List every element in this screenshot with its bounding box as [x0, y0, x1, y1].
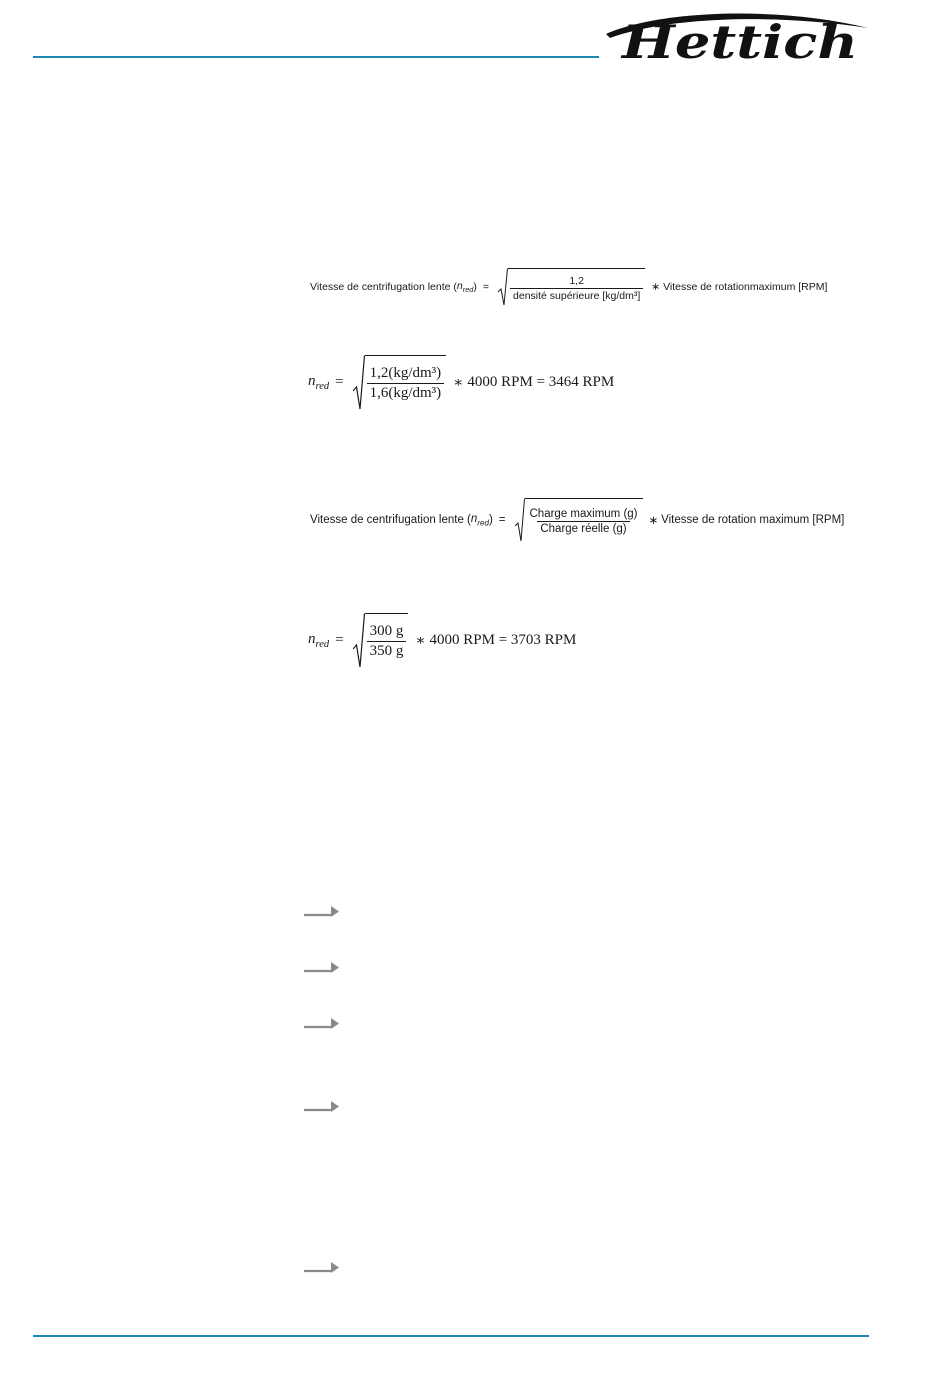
equals-sign: = — [335, 374, 344, 390]
formula-density-example — [308, 355, 614, 410]
formula-var: n — [308, 631, 316, 647]
step-arrow-icon — [303, 1259, 339, 1275]
radical-sign-icon — [498, 268, 508, 306]
formula-var: n — [470, 512, 478, 525]
radical-sign-icon — [515, 498, 525, 542]
formula-lhs-close: ) — [488, 514, 493, 526]
footer-rule — [33, 1335, 869, 1337]
formula-sub: red — [462, 285, 474, 295]
step-arrow-icon — [303, 1015, 339, 1031]
square-root — [353, 355, 447, 410]
square-root — [353, 613, 409, 668]
equals-sign: = — [335, 632, 344, 648]
step-arrow-icon — [303, 959, 339, 975]
formula-var: n — [308, 373, 316, 389]
fraction-numerator: 1,2 — [569, 274, 584, 287]
logo-wordmark: Hettich — [619, 15, 858, 69]
step-arrow-icon — [303, 1098, 339, 1114]
equals-sign: = — [482, 281, 490, 293]
fraction-denominator: densité supérieure [kg/dm³] — [510, 288, 643, 302]
fraction — [527, 508, 641, 535]
fraction-numerator: 300 g — [369, 623, 404, 639]
formula-rhs: Vitesse de rotation maximum [RPM] — [661, 514, 845, 526]
fraction-denominator: 1,6(kg/dm³) — [367, 383, 445, 402]
fraction — [367, 623, 407, 660]
formula-rhs: 4000 RPM = 3703 RPM — [429, 632, 577, 648]
multiply-sign: ∗ — [651, 281, 661, 293]
multiply-sign: ∗ — [648, 515, 659, 527]
formula-lhs: Vitesse de centrifugation lente ( — [310, 514, 471, 526]
hettich-logo — [600, 4, 870, 70]
square-root — [498, 268, 645, 306]
fraction-numerator: 1,2(kg/dm³) — [369, 365, 442, 381]
formula-rhs: Vitesse de rotationmaximum [RPM] — [663, 281, 828, 293]
formula-load-general — [310, 498, 844, 542]
formula-load-example — [308, 613, 576, 668]
formula-rhs: 4000 RPM = 3464 RPM — [467, 374, 615, 390]
fraction — [510, 275, 643, 302]
fraction-denominator: Charge réelle (g) — [537, 521, 629, 535]
radical-sign-icon — [353, 613, 365, 668]
formula-density-general — [310, 268, 827, 306]
formula-sub: red — [315, 639, 330, 650]
fraction-numerator: Charge maximum (g) — [529, 507, 638, 520]
formula-var: n — [456, 279, 463, 292]
fraction — [367, 365, 445, 402]
formula-lhs: Vitesse de centrifugation lente ( — [310, 281, 457, 293]
header-rule — [33, 56, 599, 58]
multiply-sign: ∗ — [453, 375, 464, 391]
formula-sub: red — [315, 381, 330, 392]
multiply-sign: ∗ — [415, 633, 426, 649]
equals-sign: = — [498, 514, 506, 526]
formula-lhs-close: ) — [473, 281, 477, 293]
radical-sign-icon — [353, 355, 365, 410]
formula-sub: red — [477, 518, 489, 528]
step-arrow-icon — [303, 903, 339, 919]
square-root — [515, 498, 643, 542]
fraction-denominator: 350 g — [367, 641, 407, 660]
